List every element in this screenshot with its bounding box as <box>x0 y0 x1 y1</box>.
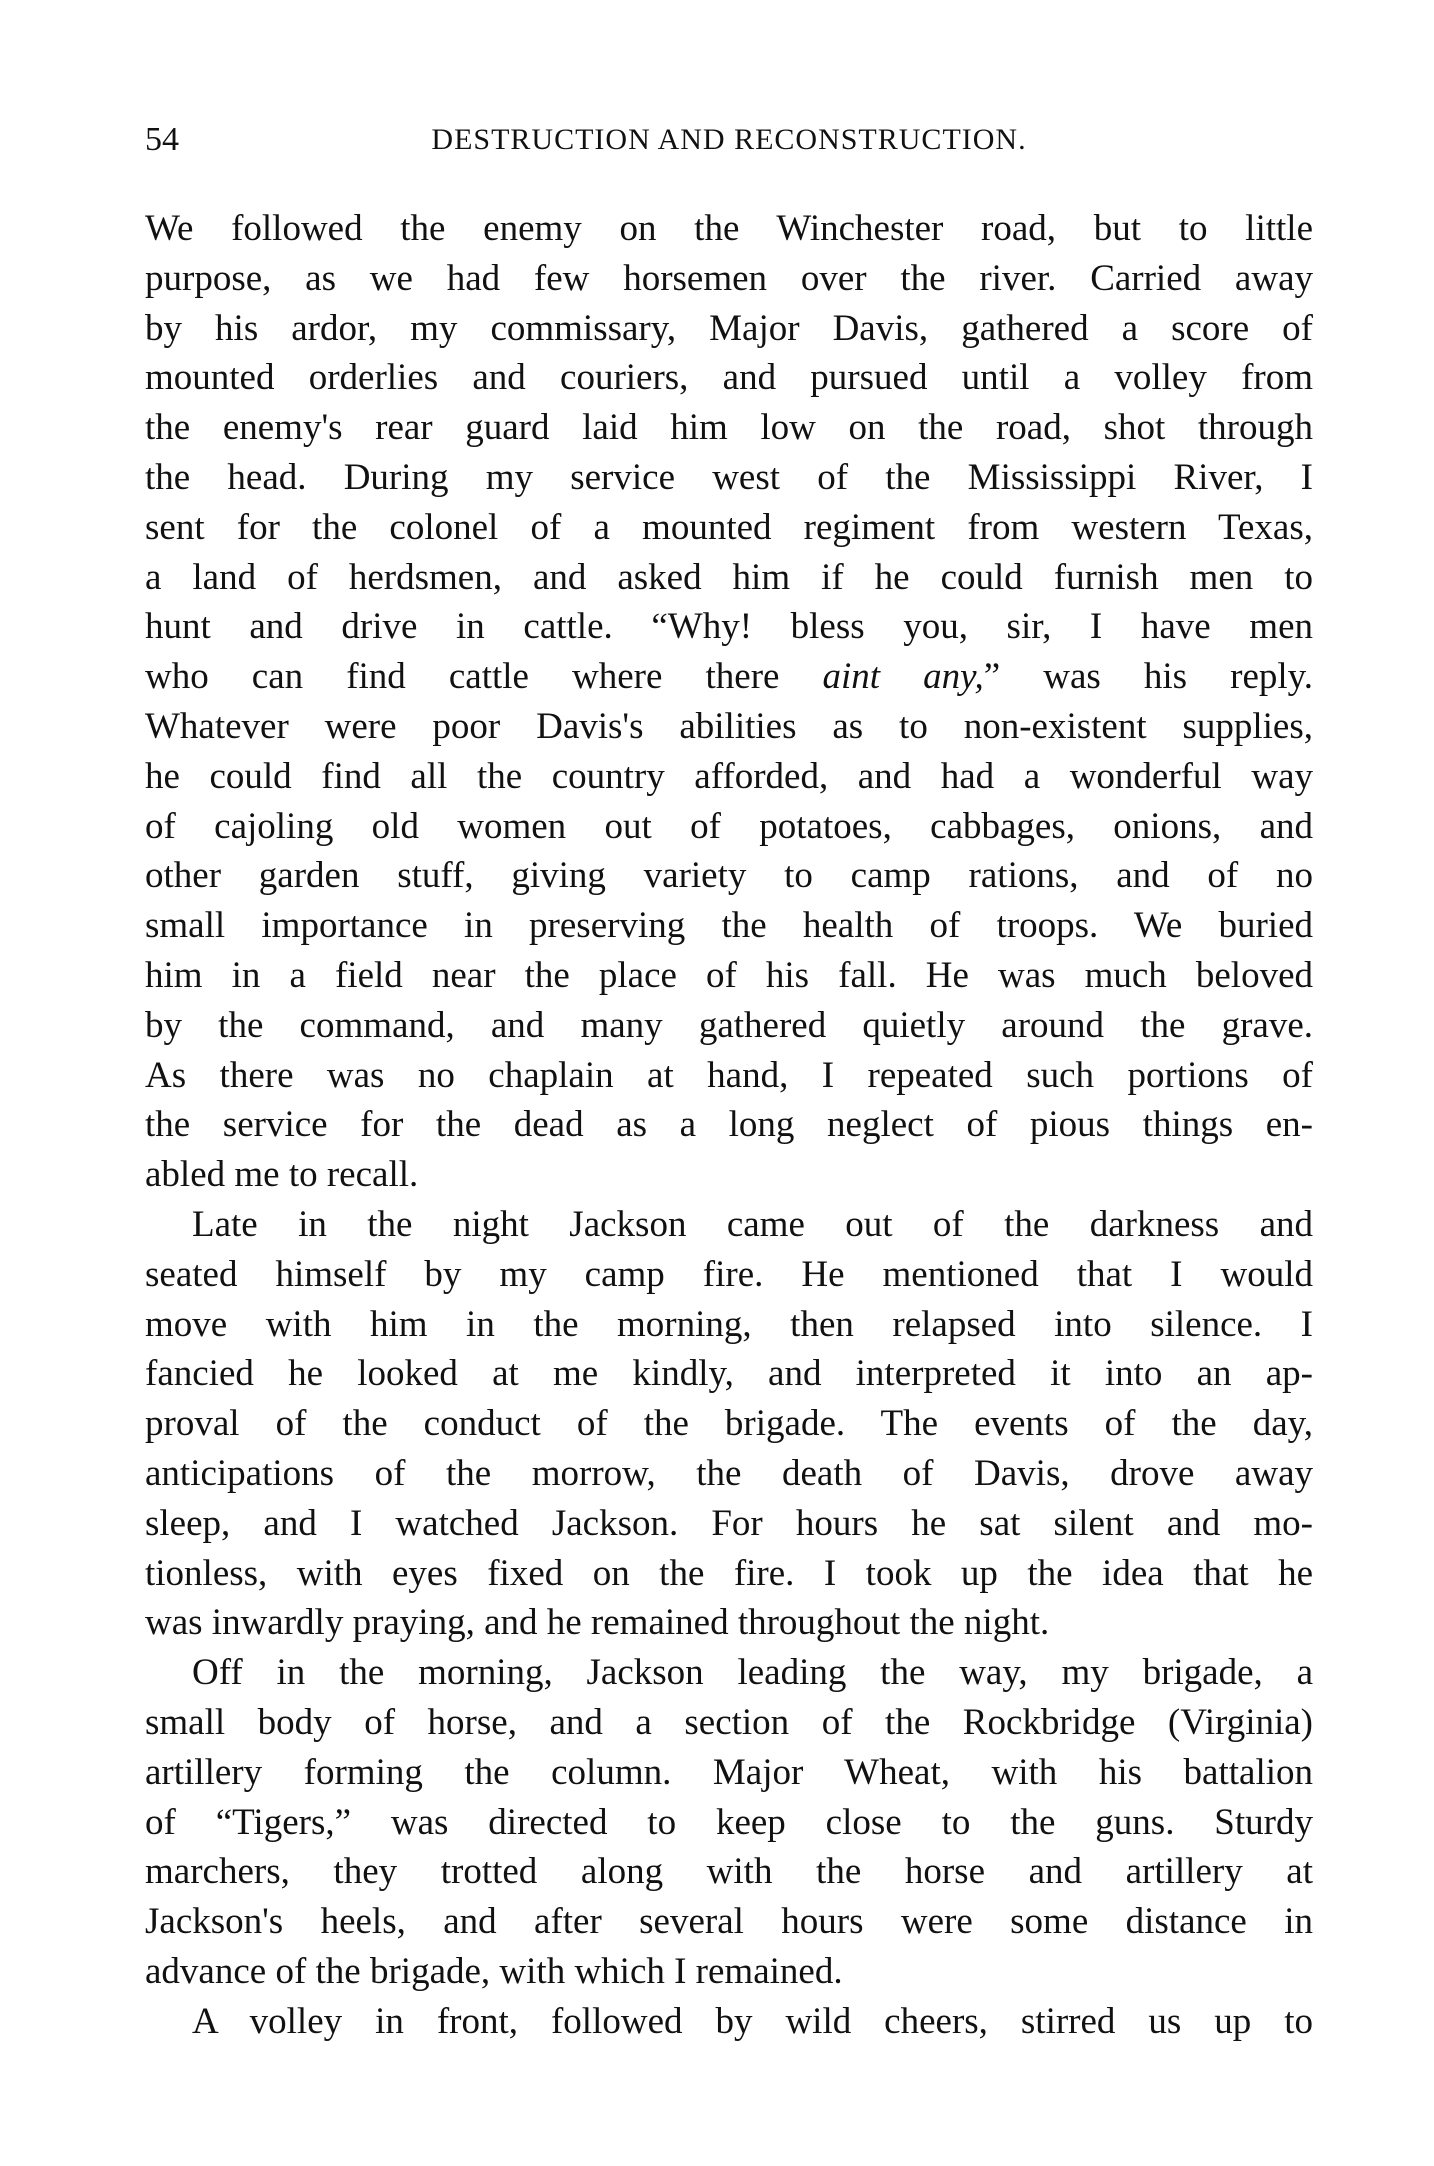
text-line: the head. During my service west of the Mississippi River, I <box>145 456 1313 498</box>
text-line: by the command, and many gathered quietly around the grave. <box>145 1004 1313 1046</box>
text-line: of “Tigers,” was directed to keep close to the guns. Sturdy <box>145 1801 1313 1843</box>
text-line: move with him in the morning, then relapsed into silence. I <box>145 1303 1313 1345</box>
text-segment: ” was his reply. <box>983 656 1313 698</box>
text-line: seated himself by my camp fire. He mentioned that I would <box>145 1253 1313 1295</box>
text-segment: who can find cattle where there <box>145 656 823 698</box>
text-line: other garden stuff, giving variety to camp rations, and of no <box>145 855 1313 897</box>
text-line: Jackson's heels, and after several hours were some distance in <box>145 1901 1313 1943</box>
text-line: tionless, with eyes fixed on the fire. I took up the idea that he <box>145 1552 1313 1594</box>
text-line <box>145 652 1313 702</box>
text-line: anticipations of the morrow, the death of Davis, drove away <box>145 1452 1313 1494</box>
text-line: he could find all the country afforded, and had a wonderful way <box>145 755 1313 797</box>
text-line: marchers, they trotted along with the horse and artillery at <box>145 1851 1313 1893</box>
text-line: hunt and drive in cattle. “Why! bless you, sir, I have men <box>145 606 1313 648</box>
text-line: sent for the colonel of a mounted regiment from western Texas, <box>145 506 1313 548</box>
text-line: sleep, and I watched Jackson. For hours he sat silent and mo- <box>145 1502 1313 1544</box>
running-title: DESTRUCTION AND RECONSTRUCTION. <box>431 123 1027 156</box>
text-line: by his ardor, my commissary, Major Davis, gathered a score of <box>145 307 1313 349</box>
text-line: Off in the morning, Jackson leading the way, my brigade, a <box>192 1652 1313 1694</box>
text-line: was inwardly praying, and he remained throughout the night. <box>145 1602 1050 1644</box>
text-line: proval of the conduct of the brigade. The events of the day, <box>145 1403 1313 1445</box>
text-line: a land of herdsmen, and asked him if he could furnish men to <box>145 556 1313 598</box>
text-line: Whatever were poor Davis's abilities as to non-existent supplies, <box>145 705 1313 747</box>
text-line: artillery forming the column. Major Wheat, with his battalion <box>145 1751 1313 1793</box>
text-line: small importance in preserving the health of troops. We buried <box>145 905 1313 947</box>
page-body <box>145 204 1313 2046</box>
text-line: the enemy's rear guard laid him low on the road, shot through <box>145 407 1313 449</box>
text-line: abled me to recall. <box>145 1154 419 1196</box>
text-line: the service for the dead as a long neglect of pious things en- <box>145 1104 1313 1146</box>
text-line: A volley in front, followed by wild cheers, stirred us up to <box>192 2000 1313 2042</box>
text-line: advance of the brigade, with which I remained. <box>145 1950 843 1992</box>
text-line: mounted orderlies and couriers, and pursued until a volley from <box>145 357 1313 399</box>
text-line: him in a field near the place of his fall. He was much beloved <box>145 954 1313 996</box>
text-line: fancied he looked at me kindly, and interpreted it into an ap- <box>145 1353 1313 1395</box>
text-line: purpose, as we had few horsemen over the river. Carried away <box>145 257 1313 299</box>
text-line: Late in the night Jackson came out of the darkness and <box>192 1203 1313 1245</box>
page-number: 54 <box>145 121 179 158</box>
italic-phrase: aint any, <box>822 656 984 698</box>
text-line: We followed the enemy on the Winchester road, but to little <box>145 208 1313 249</box>
text-line: of cajoling old women out of potatoes, cabbages, onions, and <box>145 805 1313 847</box>
running-header <box>145 120 1313 160</box>
text-line: As there was no chaplain at hand, I repeated such portions of <box>145 1054 1313 1096</box>
text-line: small body of horse, and a section of the Rockbridge (Virginia) <box>145 1701 1313 1743</box>
